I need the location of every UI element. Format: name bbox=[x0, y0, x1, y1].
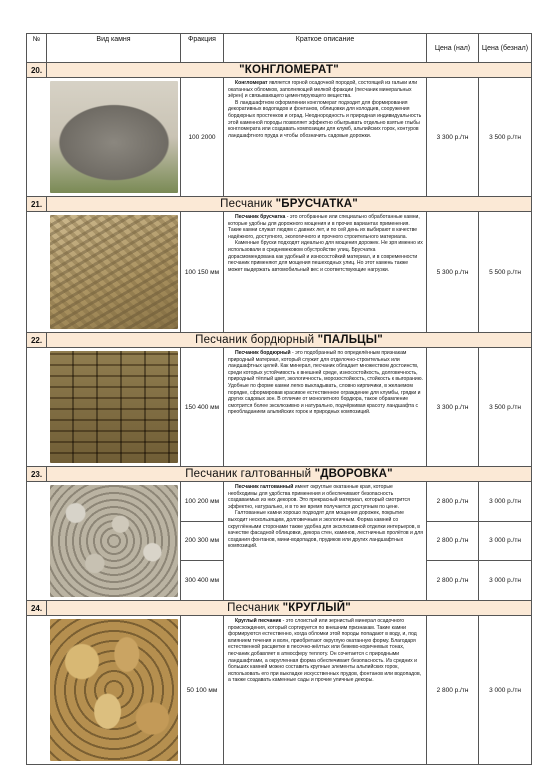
header-fraction: Фракция bbox=[181, 34, 224, 63]
item-photo-cell bbox=[47, 212, 181, 333]
item-photo-cell bbox=[47, 482, 181, 601]
item-price-row bbox=[27, 616, 532, 765]
header-description: Краткое описание bbox=[224, 34, 427, 63]
round-sandstone-photo bbox=[50, 619, 178, 761]
item-title-prefix: Песчаник бордюрный bbox=[195, 334, 318, 346]
item-title-prefix: Песчаник bbox=[227, 602, 283, 614]
item-price-noncash: 3 000 р./тн bbox=[479, 561, 532, 601]
item-description bbox=[224, 616, 427, 765]
item-number: 22. bbox=[27, 333, 47, 348]
item-title-name: "ДВОРОВКА" bbox=[314, 468, 393, 480]
item-description-paragraph: Галтованные камни хорошо подходят для мощения дорожек, покрытие выходит нескользящим, долговечным и экологичным. Форма камней со скруглёнными сторонами также удобна для эксклюзивной отделки интерьеров, в качестве фасадной облицовки, декора стен, каминов, лестничных пролётов и для создания фонтанов, мини-водопадов, прудиков или других ландшафтных композиций. bbox=[228, 510, 423, 550]
item-description-lead: Песчаник галтованный bbox=[235, 484, 294, 490]
item-description-paragraph bbox=[228, 484, 423, 510]
item-title-row bbox=[27, 601, 532, 616]
item-number: 24. bbox=[27, 601, 47, 616]
item-fraction: 100 200 мм bbox=[181, 482, 224, 522]
header-stone-type: Вид камня bbox=[47, 34, 181, 63]
item-title-prefix: Песчаник галтованный bbox=[185, 468, 315, 480]
item-fraction: 50 100 мм bbox=[181, 616, 224, 765]
item-fraction: 200 300 мм bbox=[181, 521, 224, 561]
item-price-cash: 2 800 р./тн bbox=[427, 561, 479, 601]
item-price-noncash: 3 000 р./тн bbox=[479, 616, 532, 765]
item-description-text: имеет округлые окатанные края, которые необходимы для удобства применения и обеспечивают безопасность создаваемых из них декоров. Это прекрасный материал, который смотрится эффектно, натурально, и в то же время получается доступным по цене. bbox=[228, 484, 410, 510]
price-table bbox=[26, 33, 532, 765]
item-description bbox=[224, 78, 427, 197]
item-title-prefix: Песчаник bbox=[220, 198, 276, 210]
item-price-cash: 5 300 р./тн bbox=[427, 212, 479, 333]
item-description-paragraph bbox=[228, 350, 423, 416]
item-fraction: 150 400 мм bbox=[181, 348, 224, 467]
item-number: 23. bbox=[27, 467, 47, 482]
item-spacer bbox=[27, 212, 47, 333]
item-title-row bbox=[27, 63, 532, 78]
header-num: № bbox=[27, 34, 47, 63]
conglomerate-photo bbox=[50, 81, 178, 193]
item-description-paragraph bbox=[228, 80, 423, 100]
item-price-cash: 2 800 р./тн bbox=[427, 521, 479, 561]
item-photo-cell bbox=[47, 348, 181, 467]
item-photo-cell bbox=[47, 616, 181, 765]
price-sheet bbox=[26, 33, 531, 765]
item-number: 20. bbox=[27, 63, 47, 78]
header-price-cash: Цена (нал) bbox=[427, 34, 479, 63]
item-price-noncash: 3 500 р./тн bbox=[479, 78, 532, 197]
paving-stone-photo bbox=[50, 215, 178, 329]
item-description-lead: Круглый песчаник bbox=[235, 618, 282, 624]
item-description-paragraph: Каменные бруски подходят идеально для мощения дорожек. Не зря именно их использовали в средневековом обустройстве улиц. Брусчатка дорасмомендована как удобный и износостойкий материал, и в современности песчаник применяют для мощения пешеходных улиц. Но этот камень также может выдержать автомобильный вес и соответствующие нагрузки. bbox=[228, 240, 423, 273]
item-price-noncash: 3 000 р./тн bbox=[479, 521, 532, 561]
item-price-row bbox=[27, 482, 532, 522]
item-description-paragraph bbox=[228, 214, 423, 240]
item-price-cash: 3 300 р./тн bbox=[427, 348, 479, 467]
item-title-row bbox=[27, 333, 532, 348]
item-description-text: - это подобранный по определённым признакам природный материал, который служит для отделочно-строительных или ландшафтных целей. Как минерал, песчаник обладает множеством достоинств, среди которых устойчивость к внешней среде, износостойкость, долговечность, природный тёплый цвет, экологичность, морозостойкость, стойкость к выгоранию. Удобные по форме камни легко выкладывать, словно кирпичики, в желаемом порядке, сформировав красивое естественное ограждение для клумбы, грядки и других садовых зон. В отличие от монолитного бордюра, такое обрамление смотрится более эксклюзивно и натурально, подчёркивая красоту ландшафта с преобладанием альпийских горок и природных композиций. bbox=[228, 350, 423, 416]
item-title bbox=[47, 333, 532, 348]
item-fraction: 300 400 мм bbox=[181, 561, 224, 601]
header-price-noncash: Цена (безнал) bbox=[479, 34, 532, 63]
item-description-paragraph bbox=[228, 618, 423, 684]
item-price-noncash: 3 000 р./тн bbox=[479, 482, 532, 522]
item-title bbox=[47, 197, 532, 212]
item-title-row bbox=[27, 467, 532, 482]
item-title-name: "ПАЛЬЦЫ" bbox=[317, 334, 383, 346]
item-price-cash: 2 800 р./тн bbox=[427, 616, 479, 765]
item-spacer bbox=[27, 78, 47, 197]
item-title-row bbox=[27, 197, 532, 212]
item-price-noncash: 3 500 р./тн bbox=[479, 348, 532, 467]
item-price-cash: 3 300 р./тн bbox=[427, 78, 479, 197]
item-description-lead: Конгломерат bbox=[235, 80, 268, 86]
item-fraction: 100 150 мм bbox=[181, 212, 224, 333]
item-description-lead: Песчаник брусчатка bbox=[235, 214, 286, 220]
item-fraction: 100 2000 bbox=[181, 78, 224, 197]
item-price-noncash: 5 500 р./тн bbox=[479, 212, 532, 333]
item-title-name: "КРУГЛЫЙ" bbox=[282, 602, 351, 614]
item-title bbox=[47, 63, 532, 78]
item-price-row bbox=[27, 78, 532, 197]
item-description-text: - это слоистый или зернистый минерал осадочного происхождения, который сортируется по внешним признакам. Такие камни формируются естественно, когда обломки этой породы попадают в воду, и, под влиянием течения и волн, приобретают округлую окатанную форму. Благодаря естественной расцветке в песочно-жёлтых или бежево-коричневых тонах, песчаник добавляет в атмосферу теплоту. Он сочетается с природными ландшафтами, а округленная форма обеспечивает безопасность. Из средних и больших камней можно составить крупные элементы альпийских горок, использовать его при выкладке искусственных прудов, фонтанов или водопадов, а также создавать каменные сады и прочие уличные декоры. bbox=[228, 618, 422, 684]
item-description bbox=[224, 212, 427, 333]
item-description-paragraph: В ландшафтном оформлении конгломерат подходит для формирования декоративных водопадов и фонтанов, облицовки для колодцев, сооружения бордюрных простенков и оград. Неоднородность и природная индивидуальность этой каменной породы позволяет эффектно обыгрывать отдельно взятые глыбы конгломерата или создавать композиции для клумб, альпийских горок, контуров ландшафтного пруда и чтобы обозначить садовые дорожки. bbox=[228, 99, 422, 139]
item-price-row bbox=[27, 212, 532, 333]
item-spacer bbox=[27, 482, 47, 601]
tumbled-sandstone-photo bbox=[50, 485, 178, 597]
item-title-name: "БРУСЧАТКА" bbox=[275, 198, 358, 210]
item-photo-cell bbox=[47, 78, 181, 197]
curb-sandstone-photo bbox=[50, 351, 178, 463]
item-description-text: - это отобранные или специально обработанные камни, которые удобны для дорожного мощения и в прочих вариантах применения. Такие камни служат людям с давних лет, и по сей день их выбирают в качестве надёжного, доступного, экологичного и прочного строительного материала. bbox=[228, 214, 420, 240]
item-description-text: является горной осадочной породой, состоящей из гальки или окатанных обломков, заполняющей мелкой фракции (песчаник минеральных зёрен) и связывающего цементирующего вещества. bbox=[228, 80, 418, 100]
item-title bbox=[47, 467, 532, 482]
item-spacer bbox=[27, 348, 47, 467]
item-price-row bbox=[27, 348, 532, 467]
item-title-name: "КОНГЛОМЕРАТ" bbox=[239, 64, 339, 76]
item-price-cash: 2 800 р./тн bbox=[427, 482, 479, 522]
item-description bbox=[224, 348, 427, 467]
item-title bbox=[47, 601, 532, 616]
item-description bbox=[224, 482, 427, 601]
header-row bbox=[27, 34, 532, 63]
item-number: 21. bbox=[27, 197, 47, 212]
item-description-lead: Песчаник бордюрный bbox=[235, 350, 291, 356]
item-spacer bbox=[27, 616, 47, 765]
